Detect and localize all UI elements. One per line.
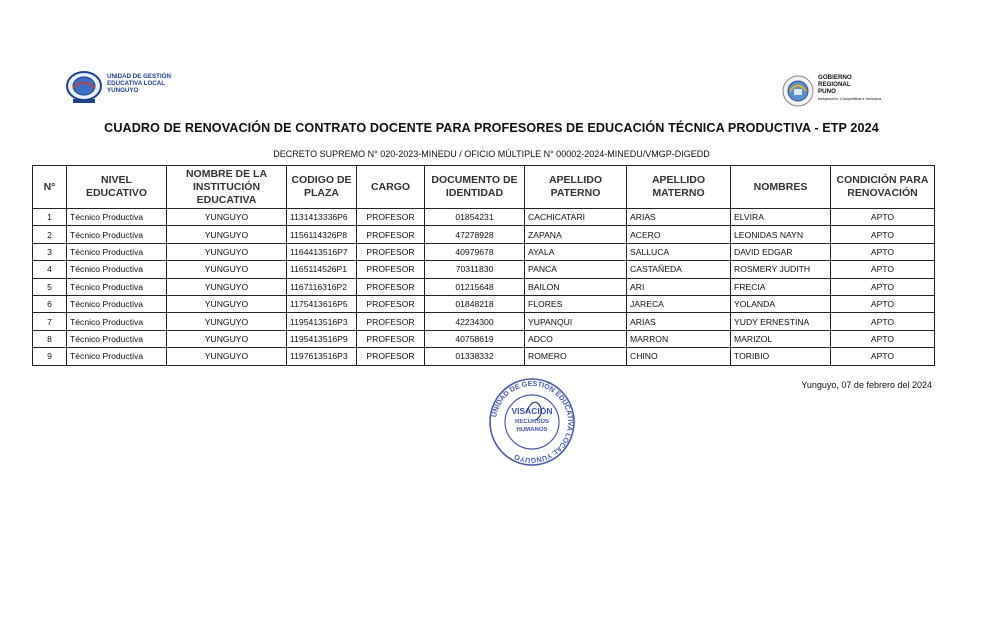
cell-number: 2 <box>33 226 67 243</box>
cell-institucion: YUNGUYO <box>167 261 287 278</box>
cell-materno: MARRON <box>627 330 731 347</box>
cell-institucion: YUNGUYO <box>167 295 287 312</box>
col-header-materno: APELLIDO MATERNO <box>627 166 731 209</box>
cell-paterno: ADCO <box>525 330 627 347</box>
gobierno-emblem-icon <box>780 74 816 108</box>
cell-materno: ARI <box>627 278 731 295</box>
cell-documento: 01338332 <box>425 348 525 365</box>
cell-cargo: PROFESOR <box>357 278 425 295</box>
cell-codigo: 1156114326P8 <box>287 226 357 243</box>
cell-documento: 40979678 <box>425 243 525 260</box>
cell-number: 8 <box>33 330 67 347</box>
table-row <box>33 295 935 312</box>
cell-condicion: APTO <box>831 209 935 226</box>
cell-cargo: PROFESOR <box>357 330 425 347</box>
cell-institucion: YUNGUYO <box>167 330 287 347</box>
cell-documento: 01854231 <box>425 209 525 226</box>
cell-paterno: ZAPANA <box>525 226 627 243</box>
cell-institucion: YUNGUYO <box>167 243 287 260</box>
cell-institucion: YUNGUYO <box>167 313 287 330</box>
stamp-visacion-label: VISACIÓN <box>511 406 553 416</box>
cell-cargo: PROFESOR <box>357 348 425 365</box>
col-header-codigo: CODIGO DE PLAZA <box>287 166 357 209</box>
cell-cargo: PROFESOR <box>357 226 425 243</box>
stamp-recursos-label: RECURSOS <box>514 419 550 425</box>
cell-condicion: APTO <box>831 261 935 278</box>
cell-cargo: PROFESOR <box>357 243 425 260</box>
cell-condicion: APTO <box>831 330 935 347</box>
col-header-nombres: NOMBRES <box>731 166 831 209</box>
cell-materno: SALLUCA <box>627 243 731 260</box>
stamp-humanos-label: HUMANOS <box>516 427 548 433</box>
ugel-emblem-icon <box>64 69 104 105</box>
cell-nombres: LEONIDAS NAYN <box>731 226 831 243</box>
cell-nivel: Técnico Productiva <box>67 261 167 278</box>
cell-materno: JARECA <box>627 295 731 312</box>
cell-condicion: APTO <box>831 226 935 243</box>
cell-nivel: Técnico Productiva <box>67 348 167 365</box>
cell-nombres: YUDY ERNESTINA <box>731 313 831 330</box>
ugel-line-1: UNIDAD DE GESTIÓN <box>107 73 171 80</box>
cell-nombres: MARIZOL <box>731 330 831 347</box>
cell-nivel: Técnico Productiva <box>67 313 167 330</box>
col-header-institucion: NOMBRE DE LA INSTITUCIÓN EDUCATIVA <box>167 166 287 209</box>
cell-condicion: APTO <box>831 348 935 365</box>
cell-nivel: Técnico Productiva <box>67 278 167 295</box>
document-title: CUADRO DE RENOVACIÓN DE CONTRATO DOCENTE PARA PROFESORES DE EDUCACIÓN TÉCNICA PRODUCTIVA - ETP 2024 <box>104 121 879 135</box>
cell-nivel: Técnico Productiva <box>67 330 167 347</box>
cell-institucion: YUNGUYO <box>167 348 287 365</box>
table-row <box>33 243 935 260</box>
col-header-cargo: CARGO <box>357 166 425 209</box>
cell-materno: ARIAS <box>627 209 731 226</box>
cell-codigo: 1197613516P3 <box>287 348 357 365</box>
cell-materno: ARIAS <box>627 313 731 330</box>
cell-number: 7 <box>33 313 67 330</box>
table-row <box>33 278 935 295</box>
gobierno-line-3: PUNO <box>818 88 836 95</box>
cell-nombres: ELVIRA <box>731 209 831 226</box>
cell-cargo: PROFESOR <box>357 261 425 278</box>
ugel-logo <box>64 69 204 105</box>
cell-nombres: TORIBIO <box>731 348 831 365</box>
gobierno-motto: Integración, Competitiva e Inclusiva <box>818 96 882 101</box>
cell-codigo: 1164413516P7 <box>287 243 357 260</box>
cell-number: 3 <box>33 243 67 260</box>
cell-documento: 01848218 <box>425 295 525 312</box>
cell-nombres: YOLANDA <box>731 295 831 312</box>
cell-paterno: CACHICATARI <box>525 209 627 226</box>
cell-paterno: YUPANQUI <box>525 313 627 330</box>
ugel-logo-text <box>107 73 202 94</box>
cell-nombres: DAVID EDGAR <box>731 243 831 260</box>
cell-institucion: YUNGUYO <box>167 226 287 243</box>
cell-cargo: PROFESOR <box>357 209 425 226</box>
cell-paterno: AYALA <box>525 243 627 260</box>
cell-codigo: 1167116316P2 <box>287 278 357 295</box>
cell-codigo: 1175413616P5 <box>287 295 357 312</box>
date-line: Yunguyo, 07 de febrero del 2024 <box>801 380 932 390</box>
cell-number: 9 <box>33 348 67 365</box>
cell-condicion: APTO <box>831 278 935 295</box>
visacion-stamp <box>486 376 578 468</box>
col-header-documento: DOCUMENTO DE IDENTIDAD <box>425 166 525 209</box>
cell-documento: 42234300 <box>425 313 525 330</box>
cell-institucion: YUNGUYO <box>167 278 287 295</box>
table-header-row <box>33 166 935 209</box>
renewal-table <box>32 165 935 366</box>
cell-materno: CASTAÑEDA <box>627 261 731 278</box>
table-row <box>33 348 935 365</box>
table-row <box>33 330 935 347</box>
stamp-ring-text: UNIDAD DE GESTIÓN EDUCATIVA LOCAL YUNGUYO <box>489 378 576 466</box>
cell-number: 5 <box>33 278 67 295</box>
table-row <box>33 226 935 243</box>
cell-codigo: 1195413516P3 <box>287 313 357 330</box>
table-row <box>33 209 935 226</box>
gobierno-logo-text <box>818 74 881 102</box>
ugel-line-3: YUNGUYO <box>107 87 139 94</box>
cell-nivel: Técnico Productiva <box>67 295 167 312</box>
cell-documento: 01215648 <box>425 278 525 295</box>
cell-nivel: Técnico Productiva <box>67 226 167 243</box>
gobierno-regional-logo <box>780 72 900 108</box>
cell-documento: 47278928 <box>425 226 525 243</box>
cell-cargo: PROFESOR <box>357 295 425 312</box>
cell-paterno: BAILON <box>525 278 627 295</box>
gobierno-line-1: GOBIERNO <box>818 74 852 81</box>
ugel-line-2: EDUCATIVA LOCAL <box>107 80 165 87</box>
col-header-number: N° <box>33 166 67 209</box>
cell-institucion: YUNGUYO <box>167 209 287 226</box>
table-row <box>33 313 935 330</box>
cell-paterno: FLORES <box>525 295 627 312</box>
cell-number: 1 <box>33 209 67 226</box>
cell-nombres: FRECIA <box>731 278 831 295</box>
cell-nivel: Técnico Productiva <box>67 243 167 260</box>
cell-nivel: Técnico Productiva <box>67 209 167 226</box>
cell-materno: ACERO <box>627 226 731 243</box>
gobierno-line-2: REGIONAL <box>818 81 851 88</box>
cell-nombres: ROSMERY JUDITH <box>731 261 831 278</box>
col-header-paterno: APELLIDO PATERNO <box>525 166 627 209</box>
cell-codigo: 1195413516P9 <box>287 330 357 347</box>
document-subtitle: DECRETO SUPREMO N° 020-2023-MINEDU / OFICIO MÚLTIPLE N° 00002-2024-MINEDU/VMGP-DIGEDD <box>273 149 710 159</box>
cell-documento: 40758619 <box>425 330 525 347</box>
cell-condicion: APTO <box>831 313 935 330</box>
cell-condicion: APTO <box>831 295 935 312</box>
table-row <box>33 261 935 278</box>
cell-codigo: 1165114526P1 <box>287 261 357 278</box>
cell-number: 6 <box>33 295 67 312</box>
cell-documento: 70311830 <box>425 261 525 278</box>
col-header-nivel: NIVEL EDUCATIVO <box>67 166 167 209</box>
cell-cargo: PROFESOR <box>357 313 425 330</box>
col-header-condicion: CONDICIÓN PARA RENOVACIÓN <box>831 166 935 209</box>
cell-paterno: PANCA <box>525 261 627 278</box>
cell-condicion: APTO <box>831 243 935 260</box>
cell-number: 4 <box>33 261 67 278</box>
cell-paterno: ROMERO <box>525 348 627 365</box>
cell-codigo: 1131413336P6 <box>287 209 357 226</box>
cell-materno: CHINO <box>627 348 731 365</box>
